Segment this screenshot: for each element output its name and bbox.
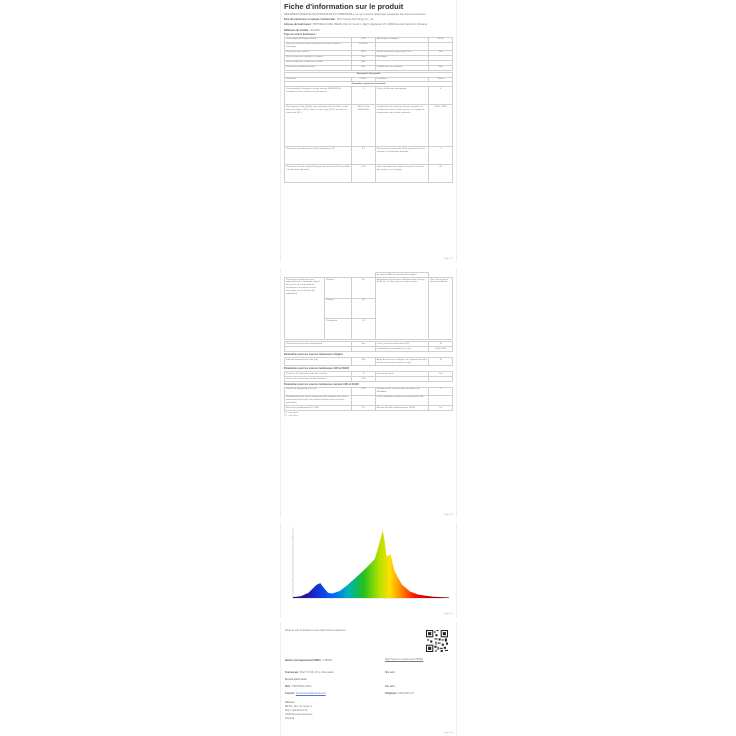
param-name: Mesure de l'effet stroboscopique (SVM) [375, 406, 429, 411]
supplier-value: BAO YOUJIU CO.L. Alimentation [300, 672, 334, 674]
param-name: Secteur ou non secteur : [285, 50, 352, 55]
param-name: Facteur de survie [375, 371, 429, 376]
model-line [284, 29, 453, 32]
phone-label: Téléphone : [385, 693, 398, 695]
dim-name: Profondeur [325, 319, 352, 340]
param-name: Variable avec un variateur : [375, 65, 429, 70]
param-value: F [429, 87, 453, 105]
params-col: Valeur [352, 77, 376, 82]
table-row [285, 347, 453, 352]
table-row [285, 147, 453, 165]
param-value: 0.03 [352, 165, 376, 183]
param-value: 300 en Cône 360/90/360 [352, 105, 376, 147]
params-table [284, 72, 453, 184]
supplier-address-label: Adresse du fournisseur : [284, 23, 313, 27]
param-value [429, 376, 453, 381]
param-value: 1.0 [352, 406, 376, 411]
general-header: Paramètres généraux du produit [285, 82, 453, 87]
param-value: Non [352, 55, 376, 60]
params-col: Paramètre [285, 77, 352, 82]
param-name: Type de culot de la source lumineuse (ou autre interface électrique) [285, 42, 352, 50]
param-value: Non [429, 65, 453, 70]
param-name: Flux lumineux utile (Φutile), avec indication qu'il se réfère au flux dans une sphère (360°), dans un cône large (120°) ou dans un cône étroit (90°) [285, 105, 352, 147]
supplier-address-line [284, 23, 453, 26]
page-number: Page 1 / 4 [443, 258, 453, 260]
param-value [352, 395, 376, 406]
source-type-heading: Type de source lumineuse : [284, 32, 317, 36]
eprel-line [285, 660, 332, 663]
param-name [375, 42, 429, 50]
param-value: 450 [352, 358, 376, 366]
page-2 [280, 268, 457, 518]
top-note: de valeurs d'IRC qui peuvent être réglées [375, 273, 429, 278]
param-value: 8 [352, 371, 376, 376]
param-name: Enveloppe : [375, 55, 429, 60]
param-value [352, 347, 376, 352]
legend-2: (2) : non taken [284, 415, 299, 418]
page-number: Page 4 / 4 [443, 732, 453, 734]
supplier-name-label: Nom du fournisseur ou marque commerciale : [284, 18, 337, 22]
param-name: Source lumineuse réglable en couleur : [285, 55, 352, 60]
dim-value: 50 [352, 277, 376, 298]
param-name: Indice de rendu des couleurs, arrondi à l'entier le plus proche, ou à la plage [375, 165, 429, 183]
param-value: NDLS [429, 37, 453, 42]
param-value: Non [352, 60, 376, 65]
doc-title: Fiche d'information sur le produit [284, 2, 404, 11]
address-line: Romania [285, 718, 295, 720]
dim-right-label: Équivalence de puissance déclarée dans la plage de 90 ans et il faut une je la valeur voulue [375, 277, 429, 339]
address-label: Adresse : [285, 702, 296, 704]
params-col: Paramètre [375, 77, 429, 82]
param-name: Source lumineuse à luminance élevée : [285, 60, 352, 65]
dim-value: 50 [352, 298, 376, 319]
table-row [285, 42, 453, 50]
param-name: Facteur de conservation du flux lumineux [285, 376, 352, 381]
params-col: Valeur [429, 77, 453, 82]
table-row [285, 395, 453, 406]
table-row [285, 165, 453, 183]
regulation-text: RÈGLEMENT DÉLÉGUÉ (UE) 2019/2015 DE LA COMMISSION en ce qui concerne l'étiquetage énergétique des sources lumineuses [284, 13, 426, 16]
table-row [285, 105, 453, 147]
page-3 [280, 522, 457, 617]
param-name: Fil valeur de l'indice de rendu des couleurs [285, 371, 352, 376]
param-value: Non [352, 65, 376, 70]
param-value: 30 [429, 358, 453, 366]
dim-name: Hauteur [325, 277, 352, 298]
dimensions-table [284, 272, 453, 340]
param-value: 3 [352, 87, 376, 105]
spectrum-area [293, 530, 449, 598]
param-value: 0.4 [429, 406, 453, 411]
param-name: Température de couleur proximale arrondie à la centaine de kelvins la plus proche, ou la plage de températures de couleur proximale [375, 105, 429, 147]
website-label: Site web : [385, 672, 396, 674]
name-label: Nom : [285, 686, 292, 688]
table-row [285, 87, 453, 105]
table-row [285, 406, 453, 411]
supplier-name-line [284, 18, 453, 21]
param-value: 6 [429, 387, 453, 395]
dim-right-value: Non / Rouge de la plage précédente [429, 277, 453, 339]
address-line: BIETAL. Rico 42, Sector 1, [285, 706, 313, 708]
equiv-table [284, 341, 453, 352]
param-name: Si oui, puissance équivalente (W) [375, 342, 429, 347]
param-value: 30 [429, 342, 453, 347]
led-table [284, 371, 453, 382]
param-value: LED [352, 37, 376, 42]
model-value: JM-2200 [310, 28, 320, 32]
param-name: Puissance en mode veille (Psb) exprimée en W et arrondie à la deuxième décimale [375, 147, 429, 165]
address-line: Etaj 5, Apartament 26, [285, 710, 308, 712]
param-value: 3.7 [352, 147, 376, 165]
param-name: Protection anti-éblouissement : [285, 65, 352, 70]
eprel-url-link[interactable]: https://eprel.ec.europa.eu/qr/1783961 [385, 659, 424, 661]
spectrum-chart [281, 522, 456, 610]
source-type-table [284, 37, 453, 71]
service-heading: Service après-vente [285, 679, 307, 681]
dim-value: 50 [352, 319, 376, 340]
param-value: 3000 - 3500 [429, 105, 453, 147]
website2-label: Site web : [385, 686, 396, 688]
email-label: Courriel : [285, 693, 296, 695]
param-value: MLS [352, 50, 376, 55]
eprel-label: Numéro d'enregistrement EPREL : [285, 660, 323, 662]
eprel-value: 1783961 [323, 660, 333, 662]
param-name: Classe d'efficacité énergétique [375, 87, 429, 105]
param-name: Non-dirigée ou dirigée : [375, 37, 429, 42]
led-header: Paramètres pour les sources lumineuses LED et OLED [284, 366, 350, 370]
param-name: Technologie d'éclairage utilisée : [285, 37, 352, 42]
table-row [285, 387, 453, 395]
param-value [429, 42, 453, 50]
phone-line [385, 693, 414, 696]
param-value: E27/E26 [352, 42, 376, 50]
param-name: Puissance en mode veille (Pnet) pour les sources à W et arrondie à la deuxième décimale [285, 165, 352, 183]
mains-table [284, 387, 453, 411]
directional-header: Paramètres pour les sources lumineuses dirigées [284, 353, 344, 357]
param-value: Non [352, 342, 376, 347]
param-name: Si oui, déclaration relative au remplacement (W) [375, 395, 429, 406]
email-line [285, 693, 326, 696]
param-value [429, 395, 453, 406]
supplier-address-value: PRIYMILEA.LVIDA. BEGIN. Rico 42, Sector 1, Etaj 5, Apartament 26, 10082 Bucuresti Sectorul 1, Romania [312, 23, 427, 27]
param-name: Facteur de déphasage (cos φ1) [285, 387, 352, 395]
address-line: 10082 Bucuresti Sectorul 1, [285, 714, 314, 716]
supplier-line [285, 672, 334, 675]
param-value: 0 [429, 147, 453, 165]
table-row [285, 65, 453, 70]
name-line [285, 686, 312, 689]
legend-1: (1) : non taken [284, 412, 299, 415]
table-row [285, 358, 453, 366]
dim-name: Largeur [325, 298, 352, 319]
params-header: Paramètres du produit [285, 72, 453, 77]
page-number: Page 3 / 4 [443, 613, 453, 615]
phone-value: 0000 0000 173 [398, 693, 414, 695]
param-name: Angle de faisceau en degrés, ou la gamme d'angles de faisceau qui peuvent être ré glés [376, 358, 427, 364]
supplier-name-value: Zhili Yunshan Technology Co., Ltd. [337, 18, 374, 22]
param-name [375, 376, 429, 381]
param-name: Source lumineuse connectée (CLS) : [375, 50, 429, 55]
param-value: 0.45 [352, 387, 376, 395]
param-value: 80 [429, 165, 453, 183]
eu-heading: Mode de suivi du produit en vente dans l'Union européenne [285, 630, 346, 632]
qr-code-icon [426, 630, 448, 652]
mains-header: Paramètres pour les sources lumineuses secteur LED et OLED [284, 382, 359, 386]
param-name: Intensité lumineuse de crête (cd) [285, 358, 352, 366]
dimensions-label: Dimensions extérieures sans appareillage de commande séparé, des parties de commande de l'éclairage et les parties non de l'éclairage, le cas échéant (en millimètres) [285, 277, 325, 339]
page-1 [280, 0, 457, 262]
param-name: Coordonnées chromatiques (x et y) [375, 347, 429, 352]
param-name: Déclaration qu'une source lumineuse LED remplace une source lumineuse fluorescente sans ballast intégré d'une puissance particulière [285, 395, 352, 406]
param-value: 0.96 [352, 376, 376, 381]
model-label: Référence du modèle : [284, 28, 310, 32]
email-link[interactable]: info.humaninfo@outlook.com [295, 693, 326, 695]
param-name: Consommation d'énergie en mode marche (kWh/1000 h), arrondie à l'entier supérieur le plus proche [285, 87, 352, 105]
param-name [285, 347, 352, 352]
param-value: 0.404 0.407 [429, 347, 453, 352]
directional-table [284, 357, 453, 366]
name-value: PRIYMILEA.LVIDA [292, 686, 312, 688]
param-name: Puissance en mode marche (Pon) exprimée en W [285, 147, 352, 165]
param-name: Déclaration de puissance équivalente [285, 342, 352, 347]
table-row [285, 376, 453, 381]
page-4 [280, 622, 457, 736]
param-name: Mesure du papillotement (Pst LM) [285, 406, 352, 411]
param-value: 1.00 [429, 371, 453, 376]
page-number: Page 2 / 4 [443, 514, 453, 516]
param-name: Constance des couleurs dans les ellipses de MacAdam [375, 387, 429, 395]
param-value: Non [429, 50, 453, 55]
supplier-label: Fournisseur : [285, 672, 300, 674]
